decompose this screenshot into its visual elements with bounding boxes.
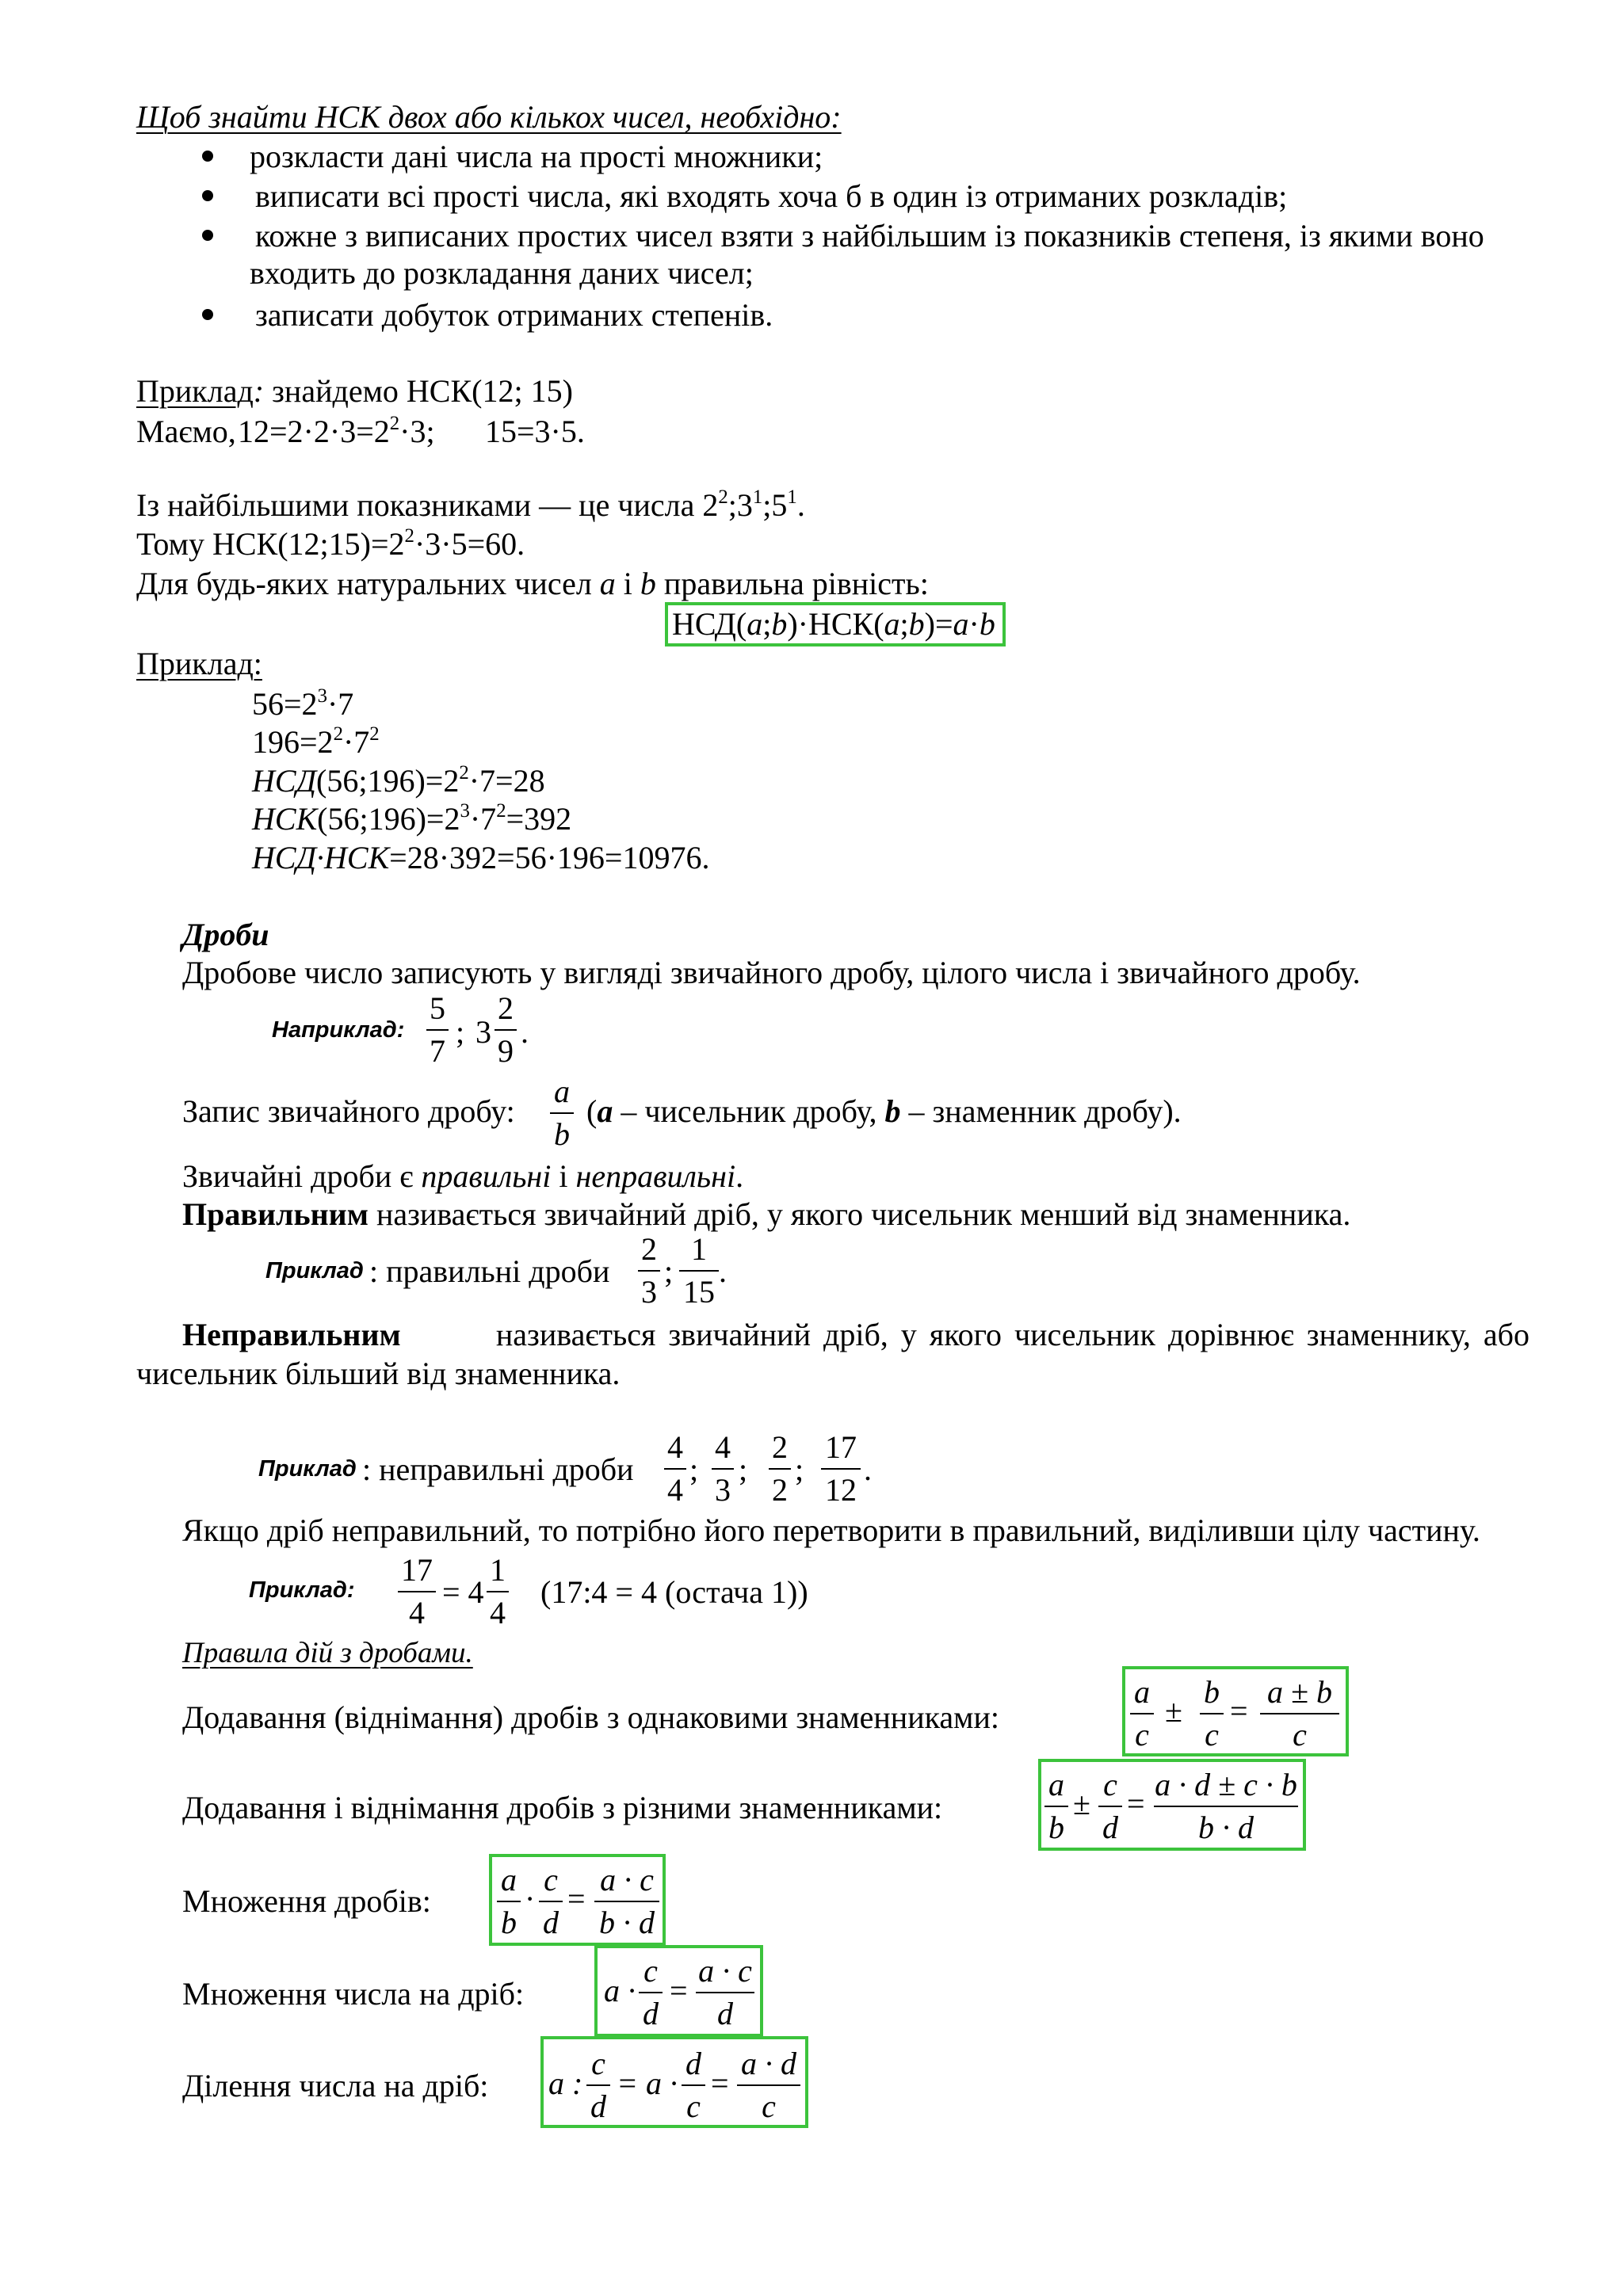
example-label: Наприклад: [272, 1017, 405, 1043]
separator: ; [689, 1451, 699, 1487]
proper-definition: Правильним називається звичайний дріб, у якого чисельник менший від знаменника. [182, 1196, 1351, 1232]
fraction: a c [1130, 1676, 1154, 1751]
bullet-icon [202, 309, 213, 320]
equals: = [1230, 1693, 1248, 1729]
equals: = [670, 1973, 688, 2008]
fraction-1-4: 1 4 [487, 1554, 509, 1629]
whole-part: 3 [475, 1014, 491, 1050]
improper-fraction: 4 3 [712, 1432, 734, 1506]
identity-intro: Для будь-яких натуральних чисел a і b правильна рівність: [136, 566, 929, 601]
improper-fraction: 17 12 [821, 1432, 861, 1506]
fraction: c d [1098, 1769, 1122, 1844]
fraction-a-b: a b [550, 1076, 574, 1150]
fractions-title: Дроби [182, 917, 269, 952]
fraction-1-15: 1 15 [679, 1234, 719, 1308]
factorization-15: 15=3·5. [485, 414, 585, 449]
operations-title: Правила дій з дробами. [182, 1637, 473, 1669]
dot: · [525, 1881, 536, 1917]
var-a: a : [548, 2065, 583, 2101]
factorization-12: $12=2\cdot 2\cdot 3=2^2\cdot 3$; [238, 413, 435, 449]
convert-rule: Якщо дріб неправильний, то потрібно його перетворити в правильний, виділивши цілу частину. [182, 1512, 1480, 1548]
example2-label: Приклад: [136, 646, 262, 681]
fraction-kinds: Звичайні дроби є правильні і неправильні. [182, 1158, 744, 1194]
proper-example-text: : правильні дроби [369, 1253, 610, 1289]
equals: = [1127, 1786, 1145, 1821]
improper-fraction: 4 4 [664, 1432, 686, 1506]
fraction: a ± b c [1260, 1676, 1339, 1751]
example-label: Приклад: [249, 1577, 355, 1603]
fraction: a · d ± c · b b · d [1155, 1767, 1297, 1845]
notation-label: Запис звичайного дробу: [182, 1093, 515, 1129]
fraction: c d [639, 1955, 663, 2030]
max-exponents: Із найбільшими показниками — це числа $2^2;3^1;5^1$. [136, 486, 805, 523]
lcm-step-3: кожне з виписаних простих чисел взяти з найбільшим із показників степеня, із якими воно [255, 218, 1484, 254]
lcm-result: Тому $НСК(12;15)=2^2\cdot 3\cdot 5=60$. [136, 525, 525, 562]
bullet-icon [202, 230, 213, 241]
lcm-step-3-cont: входить до розкладання даних чисел; [250, 255, 754, 291]
lcm-heading: Щоб знайти НСК двох або кількох чисел, необхідно: [136, 99, 842, 135]
separator: ; [664, 1253, 674, 1289]
equals-a-dot: = a · [617, 2065, 678, 2101]
fraction: c d [539, 1864, 563, 1939]
example-label: Приклад [265, 1258, 364, 1283]
fraction: a · d c [737, 2048, 800, 2122]
fraction-2-9: 2 9 [495, 993, 517, 1067]
example2-line-4: $НСК(56;196)=2^3\cdot 7^2=392$ [252, 800, 572, 837]
mult-num-label: Множення числа на дріб: [182, 1976, 525, 2012]
example2-line-5: НСД·НСК=28·392=56·196=10976. [252, 840, 710, 875]
gcd-lcm-identity: НСД(a;b)·НСК(a;b)=a·b [672, 606, 995, 642]
period: . [719, 1253, 727, 1289]
fraction-2-3: 2 3 [638, 1234, 660, 1308]
example-label: Приклад [136, 373, 254, 409]
example2-line-3: $НСД(56;196)=2^2\cdot 7=28$ [252, 762, 545, 799]
fraction: c d [586, 2048, 610, 2122]
example1-line: Приклад: знайдемо НСК(12; 15) [136, 373, 573, 409]
example2-line-2: $196=2^2\cdot 7^2$ [252, 723, 380, 760]
lcm-step-2: виписати всі прості числа, які входять хоча б в один із отриманих розкладів; [255, 178, 1288, 214]
convert-note: (17:4 = 4 (остача 1)) [540, 1574, 808, 1610]
bullet-icon [202, 190, 213, 201]
separator: ; [739, 1451, 748, 1487]
add-same-label: Додавання (віднімання) дробів з однаковими знаменниками: [182, 1699, 1000, 1735]
lcm-step-1: розкласти дані числа на прості множники; [250, 139, 823, 174]
add-diff-label: Додавання і віднімання дробів з різними знаменниками: [182, 1790, 943, 1825]
improper-definition-line-2: чисельник більший від знаменника. [136, 1356, 621, 1391]
fraction: a · c b · d [594, 1864, 659, 1939]
separator: . [864, 1451, 872, 1487]
fraction: a b [1044, 1769, 1068, 1844]
bullet-icon [202, 151, 213, 162]
improper-definition-line-1: Неправильним називається звичайний дріб, у якого чисельник дорівнює знаменнику, або [182, 1317, 1529, 1352]
notation-explanation: (a – чисельник дробу, b – знаменник дробу). [586, 1093, 1182, 1129]
plus-minus: ± [1073, 1786, 1090, 1821]
example2-line-1: $56=2^3\cdot 7$ [252, 685, 354, 722]
plus-minus: ± [1165, 1693, 1182, 1729]
separator: ; [795, 1451, 804, 1487]
lcm-step-4: записати добуток отриманих степенів. [255, 297, 773, 333]
separator: ; [456, 1014, 465, 1050]
example-label: Приклад [258, 1456, 357, 1482]
equals: = [567, 1881, 586, 1917]
fraction: a b [497, 1864, 521, 1939]
var-a: a · [604, 1973, 636, 2008]
fraction: b c [1200, 1676, 1224, 1751]
equals: = [711, 2065, 729, 2101]
fraction: d c [682, 2048, 705, 2122]
div-num-label: Ділення числа на дріб: [182, 2068, 489, 2103]
example1-have: Маємо, [136, 414, 236, 449]
equals-whole: = 4 [442, 1574, 484, 1610]
fractions-intro: Дробове число записують у вигляді звичайного дробу, цілого числа і звичайного дробу. [182, 955, 1361, 990]
fraction: a · c d [696, 1955, 754, 2030]
fraction-5-7: 5 7 [426, 993, 449, 1067]
improper-fraction: 2 2 [769, 1432, 791, 1506]
period: . [521, 1014, 529, 1050]
improper-example-text: : неправильні дроби [362, 1451, 634, 1487]
fraction-17-4: 17 4 [398, 1554, 436, 1629]
mult-label: Множення дробів: [182, 1883, 431, 1919]
